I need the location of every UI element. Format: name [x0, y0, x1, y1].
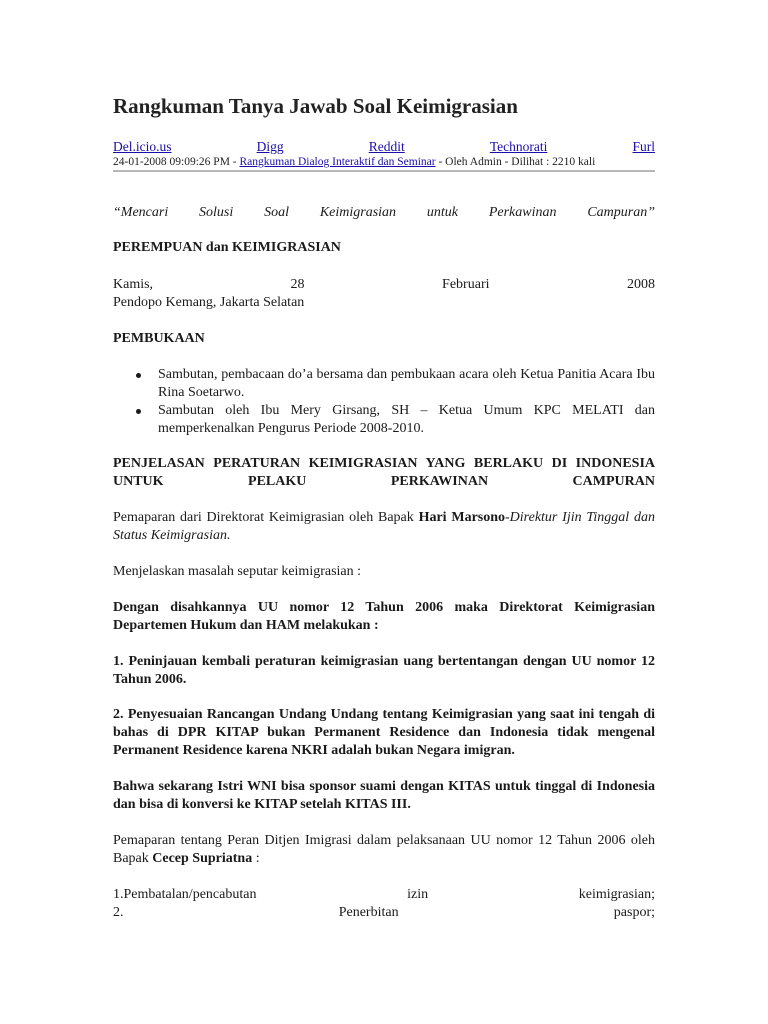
list-item-text: Sambutan, pembacaan do’a bersama dan pembukaan acara oleh Ketua Panitia Acara Ibu Rina Soetarwo.: [158, 367, 655, 400]
category-link[interactable]: Rangkuman Dialog Interaktif dan Seminar: [239, 156, 436, 168]
article-title: Rangkuman Tanya Jawab Soal Keimigrasian: [113, 94, 518, 118]
technorati-link[interactable]: Technorati: [489, 139, 548, 154]
post-date: 24-01-2008 09:09:26 PM -: [113, 156, 240, 168]
bullet-icon: [136, 409, 141, 414]
paragraph-text: :: [252, 851, 260, 866]
section-heading-pembukaan: PEMBUKAAN: [113, 331, 205, 346]
paragraph-peninjauan: 1. Peninjauan kembali peraturan keimigrasian uang bertentangan dengan UU nomor 12 Tahun 2006.: [113, 654, 655, 687]
delicious-link[interactable]: Del.icio.us: [113, 139, 172, 154]
paragraph-text: Pemaparan tentang Peran Ditjen Imigrasi dalam pelaksanaan UU nomor 12 Tahun 2006 oleh Bapak: [113, 833, 655, 866]
paragraph-peran-ditjen: [113, 832, 655, 868]
paragraph-uu-disahkan: Dengan disahkannya UU nomor 12 Tahun 2006 maka Direktorat Keimigrasian Departemen Hukum dan HAM melakukan :: [113, 600, 655, 633]
paragraph-menjelaskan: Menjelaskan masalah seputar keimigrasian :: [113, 564, 362, 579]
paragraph-text: Pemaparan dari Direktorat Keimigrasian oleh Bapak: [113, 510, 419, 525]
event-venue: Pendopo Kemang, Jakarta Selatan: [113, 295, 305, 310]
paragraph-pemaparan-direktorat: [113, 509, 655, 545]
event-quote: “Mencari Solusi Soal Keimigrasian untuk Perkawinan Campuran”: [113, 205, 655, 220]
reddit-link[interactable]: Reddit: [368, 139, 405, 154]
opening-list: [113, 366, 655, 438]
speaker-name: Hari Marsono: [418, 510, 506, 525]
section-heading-penjelasan: PENJELASAN PERATURAN KEIMIGRASIAN YANG BERLAKU DI INDONESIA UNTUK PELAKU PERKAWINAN CAMPURAN: [113, 456, 655, 489]
furl-link[interactable]: Furl: [632, 139, 655, 154]
list-item: [113, 402, 655, 438]
social-bookmark-bar: [113, 139, 655, 155]
meta-divider: [113, 170, 655, 172]
article-meta: [113, 156, 655, 168]
speaker-name: Cecep Supriatna: [152, 851, 253, 866]
paragraph-penyesuaian: 2. Penyesuaian Rancangan Undang Undang tentang Keimigrasian yang saat ini tengah di bahas di DPR KITAP bukan Permanent Residence dan Indonesia tidak mengenal Permanent Residence karena NKRI adalah bukan Negara imigran.: [113, 707, 655, 758]
section-heading-perempuan: PEREMPUAN dan KEIMIGRASIAN: [113, 240, 341, 255]
event-date: Kamis, 28 Februari 2008: [113, 277, 655, 292]
list-item: [113, 366, 655, 402]
bullet-icon: [136, 373, 141, 378]
speaker-title: -Direktur Ijin Tinggal dan Status Keimigrasian.: [113, 510, 655, 543]
digg-link[interactable]: Digg: [256, 139, 284, 154]
author-views: - Oleh Admin - Dilihat : 2210 kali: [435, 156, 596, 168]
list-line-penerbitan: 2. Penerbitan paspor;: [113, 905, 655, 920]
paragraph-istri-wni: Bahwa sekarang Istri WNI bisa sponsor suami dengan KITAS untuk tinggal di Indonesia dan bisa di konversi ke KITAP setelah KITAS III.: [113, 779, 655, 812]
list-item-text: Sambutan oleh Ibu Mery Girsang, SH – Ketua Umum KPC MELATI dan memperkenalkan Pengurus Periode 2008-2010.: [158, 403, 655, 436]
list-line-pembatalan: 1.Pembatalan/pencabutan izin keimigrasian;: [113, 887, 655, 902]
